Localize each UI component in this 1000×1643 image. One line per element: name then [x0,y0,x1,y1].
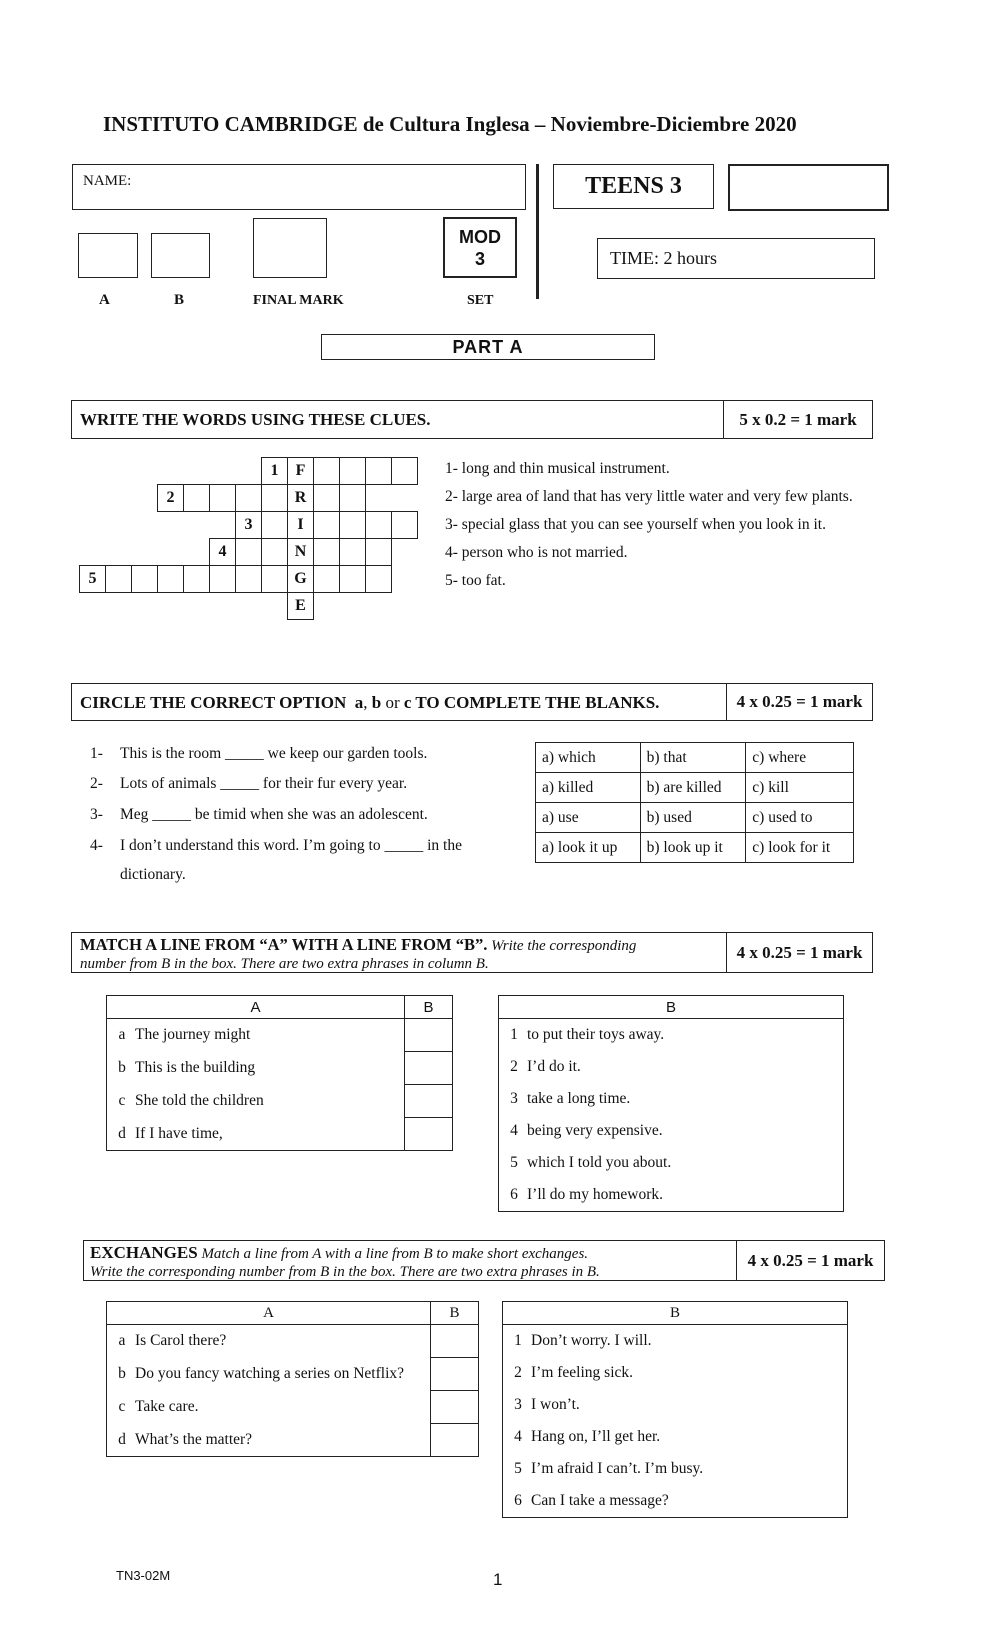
row-text: I’m afraid I can’t. I’m busy. [531,1460,704,1477]
table-row [499,1115,844,1147]
crossword-cell[interactable] [340,485,366,512]
level-box [553,164,714,209]
footer-code: TN3-02M [116,1568,171,1583]
crossword-cell[interactable] [340,539,366,566]
clue: 4- person who is not married. [445,544,628,561]
crossword-cell[interactable] [314,458,340,485]
section4-title [90,1244,600,1281]
vertical-divider [536,164,539,299]
crossword-cell[interactable] [106,566,132,593]
table-row [499,1051,844,1083]
clue-number: 2 [158,485,184,512]
part-label: PART A [452,336,524,357]
key-letter: R [288,485,314,512]
row-letter: c [118,1398,126,1415]
row-text: Is Carol there? [135,1332,227,1350]
clue-number: 3 [236,512,262,539]
row-text: I’m feeling sick. [531,1364,634,1381]
exchanges-a-header: A [107,1302,431,1325]
crossword-cell[interactable] [132,566,158,593]
row-number: 5 [510,1154,518,1171]
answer-box[interactable] [431,1325,479,1358]
row-text: take a long time. [527,1090,631,1107]
row-number: 6 [510,1186,518,1203]
exchanges-b-header: B [431,1302,479,1325]
question-text: Lots of animals _____ for their fur every year. [120,775,408,792]
section3-title-bold: MATCH A LINE FROM “A” WITH A LINE FROM “B”. [80,935,488,954]
table-row [107,1358,479,1391]
crossword-cell[interactable] [210,485,236,512]
option-cell[interactable]: b) look up it [640,833,746,863]
question-text: This is the room _____ we keep our garden tools. [120,745,428,762]
row-text: I won’t. [531,1396,580,1413]
question-3 [90,806,428,824]
table-row [499,1147,844,1179]
option-cell[interactable]: a) use [536,803,641,833]
row-number: 2 [510,1058,518,1075]
crossword-cell[interactable] [236,539,262,566]
table-row [503,1325,848,1358]
row-number: 6 [514,1492,522,1509]
section4-header [83,1240,885,1281]
row-text: to put their toys away. [527,1026,665,1043]
exam-title: INSTITUTO CAMBRIDGE de Cultura Inglesa – Noviembre-Diciembre 2020 [103,112,797,136]
clue: 2- large area of land that has very little water and very few plants. [445,488,853,505]
row-number: 4 [514,1428,522,1445]
label-final-mark: FINAL MARK [253,293,344,308]
section4-title-bold: EXCHANGES [90,1243,198,1262]
section2-header [71,683,873,721]
section1-marks: 5 x 0.2 = 1 mark [723,401,872,438]
option-cell[interactable]: a) which [536,743,641,773]
time-label: TIME: 2 hours [610,248,717,268]
option-cell[interactable]: a) look it up [536,833,641,863]
table-row [107,1391,479,1424]
table-row [503,1453,848,1485]
score-box-b[interactable] [151,233,210,278]
answer-box[interactable] [405,1118,453,1151]
section1-header [71,400,873,439]
row-letter: a [118,1026,126,1044]
section2-title-or: or [381,693,404,712]
row-number: 2 [514,1364,522,1381]
crossword-cell[interactable] [262,539,288,566]
row-text: Do you fancy watching a series on Netflix? [135,1365,405,1382]
table-row [107,1424,479,1457]
section4-title-italic-2: Write the corresponding number from B in the box. There are two extra phrases in B. [90,1264,600,1280]
section3-title [80,936,636,973]
match-column-b [498,995,844,1212]
crossword-cell[interactable] [314,539,340,566]
section3-title-italic-2: number from B in the box. There are two extra phrases in column B. [80,956,489,972]
row-number: 5 [514,1460,522,1477]
row-letter: c [118,1092,126,1109]
key-letter: G [288,566,314,593]
name-label: NAME: [83,173,132,189]
row-text: What’s the matter? [135,1430,253,1448]
score-box-a[interactable] [78,233,138,278]
label-b: B [174,292,185,308]
mod-box [443,217,517,278]
option-letter-c: c [403,693,412,712]
crossword-cell[interactable] [184,566,210,593]
crossword-cell[interactable] [262,566,288,593]
section1-title: WRITE THE WORDS USING THESE CLUES. [80,410,431,429]
question-2 [90,775,407,793]
row-text: Take care. [135,1398,199,1415]
mod-label: MOD [459,227,501,247]
option-letter-b: b [371,693,382,712]
crossword-cell[interactable] [210,566,236,593]
section2-title-g: TO COMPLETE THE BLANKS. [411,693,660,712]
row-text: being very expensive. [527,1122,663,1139]
row-number: 3 [514,1396,522,1413]
row-letter: d [118,1430,126,1448]
exchanges-column-a [106,1301,479,1457]
options-table [535,742,854,863]
mod-number: 3 [474,249,485,269]
table-row [107,1085,453,1118]
row-number: 3 [510,1090,518,1107]
crossword-cell[interactable] [366,458,392,485]
column-b-header: B [405,996,453,1019]
table-row [107,1325,479,1358]
row-text: She told the children [135,1092,264,1109]
key-letter: N [288,539,314,566]
question-4-continued: dictionary. [120,866,186,883]
crossword-cell[interactable] [262,485,288,512]
column-a-header: A [107,996,405,1019]
question-4 [90,837,462,855]
answer-box[interactable] [431,1391,479,1424]
time-box [597,238,875,279]
table-row [107,1052,453,1085]
row-text: I’d do it. [527,1058,581,1075]
clue-list [445,455,853,595]
exchanges-b-title: B [503,1302,848,1325]
answer-box[interactable] [405,1052,453,1085]
table-row [499,1083,844,1115]
option-cell[interactable]: b) used [640,803,746,833]
answer-box[interactable] [431,1424,479,1457]
key-letter: E [288,593,314,620]
section2-title-a: CIRCLE THE CORRECT OPTION [80,693,347,712]
table-row [503,1389,848,1421]
row-letter: d [118,1124,126,1142]
section3-marks: 4 x 0.25 = 1 mark [726,933,872,972]
section3-header [71,932,873,973]
name-field[interactable] [72,164,526,210]
option-letter-a: a [354,693,364,712]
crossword-cell[interactable] [340,566,366,593]
clue: 3- special glass that you can see yourself when you look in it. [445,516,826,533]
page-number: 1 [493,1570,503,1589]
question-number: 4- [90,837,103,854]
table-row [499,1019,844,1052]
crossword-cell[interactable] [236,485,262,512]
section2-marks: 4 x 0.25 = 1 mark [726,684,872,720]
section2-title-comma: , [363,693,372,712]
option-cell[interactable]: b) are killed [640,773,746,803]
column-b-title: B [499,996,844,1019]
match-column-a [106,995,453,1151]
crossword-cell[interactable] [262,512,288,539]
row-number: 1 [514,1332,522,1349]
code-box[interactable] [728,164,889,211]
option-cell[interactable]: c) where [746,743,854,773]
table-row [499,1179,844,1212]
crossword-cell[interactable] [366,566,392,593]
clue-number: 1 [262,458,288,485]
table-row [503,1485,848,1518]
row-text: Can I take a message? [531,1492,669,1509]
crossword-cell[interactable] [366,512,392,539]
crossword-cell[interactable] [314,566,340,593]
option-cell[interactable]: c) look for it [746,833,854,863]
question-number: 1- [90,745,103,762]
question-number: 2- [90,775,103,792]
label-a: A [99,292,110,308]
table-row [107,1019,453,1052]
crossword-cell[interactable] [314,512,340,539]
clue: 1- long and thin musical instrument. [445,460,670,477]
answer-box[interactable] [405,1019,453,1052]
section4-title-italic-1: Match a line from A with a line from B to make short exchanges. [197,1246,589,1262]
question-text: I don’t understand this word. I’m going to _____ in the [120,837,462,854]
row-text: Don’t worry. I will. [531,1332,652,1349]
row-number: 4 [510,1122,518,1139]
section2-title [80,693,659,713]
table-row [503,1421,848,1453]
key-letter: I [288,512,314,539]
question-number: 3- [90,806,103,823]
row-number: 1 [510,1026,518,1043]
answer-box[interactable] [405,1085,453,1118]
section4-marks: 4 x 0.25 = 1 mark [736,1241,884,1280]
crossword-grid [79,457,418,620]
crossword-cell[interactable] [366,539,392,566]
option-cell[interactable]: c) used to [746,803,854,833]
row-text: The journey might [135,1026,251,1044]
clue: 5- too fat. [445,572,506,589]
crossword-cell[interactable] [236,566,262,593]
key-letter: F [288,458,314,485]
crossword-cell[interactable] [184,485,210,512]
question-1 [90,745,427,763]
row-text: This is the building [135,1059,256,1076]
row-text: Hang on, I’ll get her. [531,1428,661,1445]
option-cell[interactable]: c) kill [746,773,854,803]
label-set: SET [467,293,494,308]
row-letter: b [118,1365,126,1382]
row-letter: b [118,1059,126,1076]
question-text: Meg _____ be timid when she was an adolescent. [120,806,428,823]
exchanges-column-b [502,1301,848,1518]
clue-number: 5 [80,566,106,593]
row-text: which I told you about. [527,1154,672,1171]
clue-number: 4 [210,539,236,566]
crossword-cell[interactable] [392,512,418,539]
row-text: If I have time, [135,1124,223,1142]
part-heading [321,334,655,360]
option-cell[interactable]: a) killed [536,773,641,803]
option-cell[interactable]: b) that [640,743,746,773]
final-mark-box[interactable] [253,218,327,278]
level-label: TEENS 3 [585,173,682,199]
crossword-cell[interactable] [340,458,366,485]
row-text: I’ll do my homework. [527,1186,664,1203]
section3-title-italic-1: Write the corresponding [487,938,637,954]
answer-box[interactable] [431,1358,479,1391]
crossword-cell[interactable] [340,512,366,539]
crossword-cell[interactable] [392,458,418,485]
crossword-cell[interactable] [158,566,184,593]
crossword-cell[interactable] [314,485,340,512]
table-row [503,1357,848,1389]
row-letter: a [118,1332,126,1350]
table-row [107,1118,453,1151]
